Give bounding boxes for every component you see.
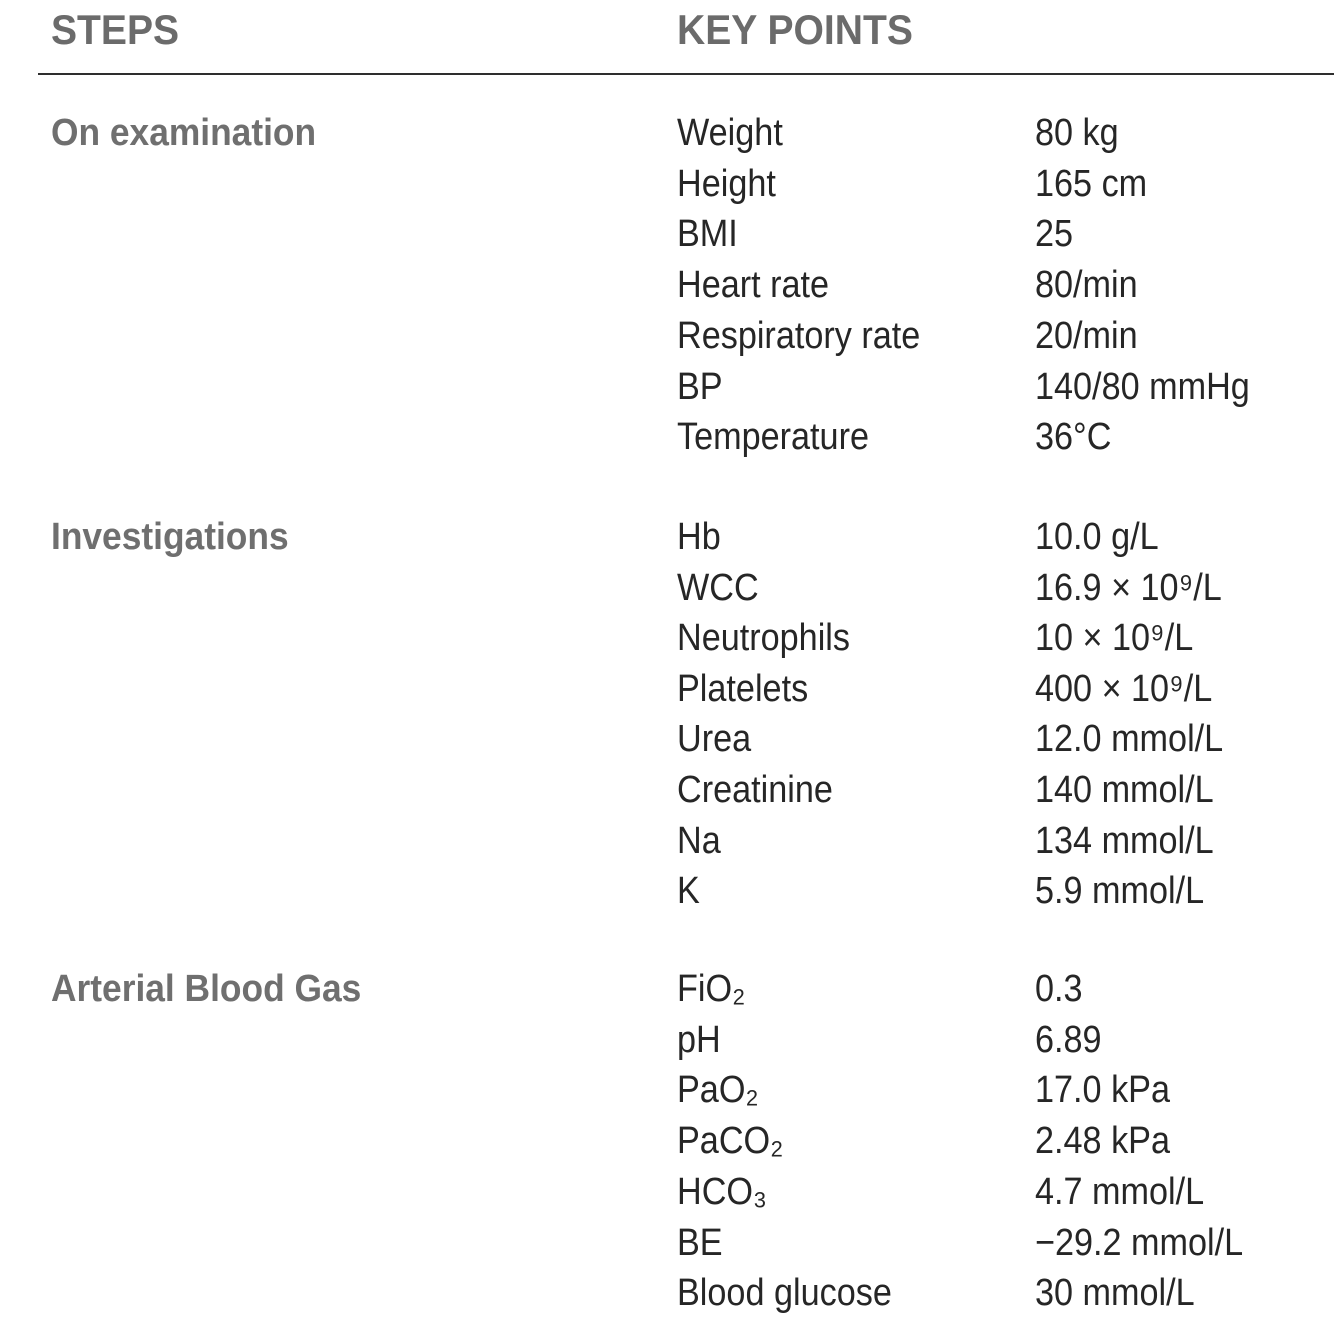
table-row xyxy=(0,362,1334,413)
row-value: 80 kg xyxy=(1035,112,1119,154)
row-value: 5.9 mmol/L xyxy=(1035,870,1205,913)
table-row xyxy=(0,613,1334,664)
row-label: BMI xyxy=(677,213,738,256)
header-divider xyxy=(38,73,1334,75)
table-row xyxy=(0,664,1334,715)
table-row xyxy=(0,714,1334,765)
row-label: Urea xyxy=(677,718,752,761)
row-label: BE xyxy=(677,1221,723,1264)
row-label: PaO₂ xyxy=(677,1069,759,1112)
table-row xyxy=(0,1015,1334,1066)
row-value: 140 mmol/L xyxy=(1035,769,1214,811)
table-row xyxy=(0,563,1334,614)
row-value: 4.7 mmol/L xyxy=(1035,1170,1205,1213)
row-label: Creatinine xyxy=(677,769,833,811)
row-value: 10 × 10⁹/L xyxy=(1035,617,1194,660)
row-label: Height xyxy=(677,162,776,205)
section-title: Investigations xyxy=(51,516,289,558)
section-title: Arterial Blood Gas xyxy=(51,968,362,1010)
table-row xyxy=(0,311,1334,362)
row-label: WCC xyxy=(677,566,759,609)
steps-heading: STEPS xyxy=(51,6,180,53)
table-row xyxy=(0,964,1334,1015)
row-value: 30 mmol/L xyxy=(1035,1272,1195,1315)
row-label: Weight xyxy=(677,112,783,154)
row-label: Na xyxy=(677,819,721,862)
row-label: FiO₂ xyxy=(677,968,746,1010)
row-label: HCO₃ xyxy=(677,1170,767,1213)
row-value: 165 cm xyxy=(1035,162,1148,205)
section-title: On examination xyxy=(51,112,317,154)
row-label: BP xyxy=(677,365,723,408)
table-row xyxy=(0,1065,1334,1116)
row-value: 400 × 10⁹/L xyxy=(1035,667,1213,710)
row-label: pH xyxy=(677,1018,721,1061)
table-row xyxy=(0,765,1334,816)
table-row xyxy=(0,512,1334,563)
row-label: Neutrophils xyxy=(677,617,850,660)
row-label: Respiratory rate xyxy=(677,314,921,357)
row-value: −29.2 mmol/L xyxy=(1035,1221,1244,1264)
table-row xyxy=(0,866,1334,917)
row-value: 10.0 g/L xyxy=(1035,516,1159,558)
table-row xyxy=(0,260,1334,311)
table-header xyxy=(0,0,1334,74)
table-row xyxy=(0,412,1334,463)
row-value: 36°C xyxy=(1035,416,1112,459)
row-value: 2.48 kPa xyxy=(1035,1120,1170,1163)
table-row xyxy=(0,159,1334,210)
row-value: 20/min xyxy=(1035,314,1138,357)
row-value: 140/80 mmHg xyxy=(1035,365,1250,408)
key-points-heading: KEY POINTS xyxy=(677,6,913,53)
row-value: 25 xyxy=(1035,213,1074,256)
row-label: PaCO₂ xyxy=(677,1120,784,1163)
table-row xyxy=(0,108,1334,159)
row-label: Heart rate xyxy=(677,264,830,307)
row-label: Hb xyxy=(677,516,721,558)
table-row xyxy=(0,1167,1334,1218)
row-value: 80/min xyxy=(1035,264,1138,307)
row-value: 17.0 kPa xyxy=(1035,1069,1170,1112)
table-row xyxy=(0,1116,1334,1167)
row-value: 0.3 xyxy=(1035,968,1083,1010)
table-row xyxy=(0,209,1334,260)
row-value: 6.89 xyxy=(1035,1018,1102,1061)
table-row xyxy=(0,816,1334,867)
row-label: Blood glucose xyxy=(677,1272,892,1315)
row-label: Temperature xyxy=(677,416,869,459)
row-label: K xyxy=(677,870,700,913)
row-value: 16.9 × 10⁹/L xyxy=(1035,566,1222,609)
table-row xyxy=(0,1268,1334,1319)
row-value: 134 mmol/L xyxy=(1035,819,1214,862)
row-value: 12.0 mmol/L xyxy=(1035,718,1224,761)
table-row xyxy=(0,1218,1334,1269)
row-label: Platelets xyxy=(677,667,809,710)
